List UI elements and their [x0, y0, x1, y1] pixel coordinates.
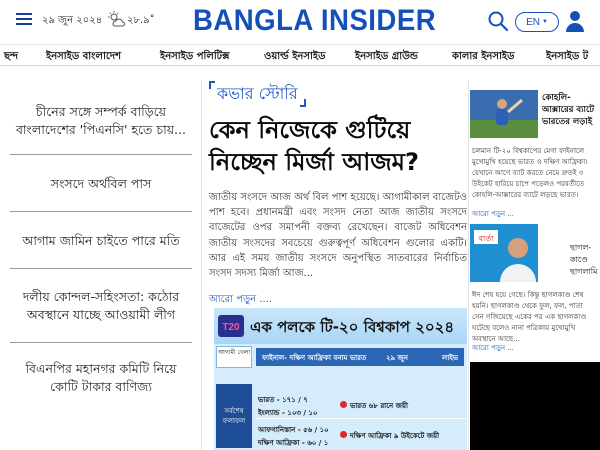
nav-item-ground[interactable]: ইনসাইড গ্রাউন্ড: [355, 51, 418, 62]
headline-link[interactable]: দলীয় কোন্দল-সহিংসতা: কঠোর অবস্থানে যাচ্ছে আওয়ামী লীগ: [22, 289, 180, 322]
divider: [10, 154, 192, 155]
kohli-cricket-photo[interactable]: [470, 90, 538, 138]
cricket-player-image: [470, 90, 538, 138]
read-more-link[interactable]: আরো পড়ুন ...: [472, 210, 514, 218]
divider: [10, 342, 192, 343]
t20-worldcup-logo: [216, 311, 246, 341]
column-author-photo[interactable]: [470, 224, 538, 282]
final-match-text: ফাইনাল- দক্ষিণ আফ্রিকা বনাম ভারত: [262, 354, 367, 362]
headline-link[interactable]: আগাম জামিন চাইতে পারে মতি: [22, 233, 180, 248]
right-sidebar: [470, 66, 600, 450]
svg-text:বার্তা: বার্তা: [478, 234, 494, 243]
upcoming-match-row: [214, 346, 467, 368]
nav-item-politics[interactable]: ইনসাইড পলিটিক্স: [160, 51, 230, 62]
site-logo[interactable]: BANGLA INSIDER: [193, 4, 437, 37]
final-match-date: ২৯ জুন: [386, 354, 408, 362]
divider: [10, 211, 192, 212]
nav-item-world[interactable]: ওয়ার্ল্ড ইনসাইড: [264, 51, 326, 62]
headline-link[interactable]: চীনের সঙ্গে সম্পর্ক বাড়িয়ে বাংলাদেশের 'পিএনসি' হতে চায়...: [15, 104, 187, 137]
recent-results-label: সর্বশেষ ফলাফল: [216, 384, 252, 448]
match-result: ভারত ৬৮ রানে জয়ী: [350, 402, 409, 410]
result-dot-icon: [340, 431, 347, 438]
nav-item-color[interactable]: কালার ইনসাইড: [452, 51, 515, 62]
cover-story: [203, 66, 468, 450]
divider: [10, 268, 192, 269]
cover-story-tag-label: কভার স্টোরি: [217, 84, 298, 103]
read-more-link[interactable]: আরো পড়ুন ....: [209, 294, 273, 305]
column-divider: [468, 80, 469, 450]
left-headline-list: [0, 66, 200, 450]
score-line: ভারত - ১৭১ / ৭: [258, 396, 308, 404]
header-temperature: ২৮.৯˚: [127, 15, 155, 26]
site-header: [0, 0, 600, 44]
cover-story-title[interactable]: কেন নিজেকে গুটিয়ে নিচ্ছেন মির্জা আজম?: [209, 116, 419, 176]
side-story-body: ঈদ শেষ হয়ে গেছে। কিন্তু ছাগলকাণ্ড শেষ হয়নি। ছাগলকাণ্ড থেকে ফুল, ফল, পাতা সেন গজিয়েছে একের পর এক ছাগলকাণ্ড ঘটেছে বলেও নানা পত্রিকায় মুখোমুখি অবস্থানে আছে...: [472, 291, 587, 343]
nav-item-bangladesh[interactable]: ইনসাইড বাংলাদেশ: [46, 51, 122, 62]
result-dot-icon: [340, 401, 347, 408]
search-icon[interactable]: [487, 10, 509, 32]
column-divider: [201, 80, 202, 450]
cover-story-tag: [209, 81, 306, 107]
language-switch-button[interactable]: [515, 12, 559, 32]
chevron-down-icon: ▼: [541, 19, 548, 25]
headline-link[interactable]: বিএনপির মহানগর কমিটি নিয়ে কোটি টাকার বাণিজ্য: [25, 361, 177, 394]
side-story-title[interactable]: কোহলি-আক্সারের ব্যাটে ভারতের লড়াই: [542, 93, 595, 127]
side-story-title[interactable]: ছাগল-কাণ্ডে ছাগলামি: [570, 243, 598, 276]
side-story-body: চলমান টি-২০ বিশ্বকাপের মেগা ফাইনালে মুখোমুখি হয়েছে ভারত ও দক্ষিণ আফ্রিকা। যেখানে আগে ব্যাট করতে নেমে দ্রুতই ৩ উইকেট হারিয়ে চাপে পড়েলও পরবর্তীতে কোহলি-আক্সারের ব্যাটে লড়ছে ভারত।: [472, 147, 588, 199]
user-icon[interactable]: [566, 10, 584, 32]
hamburger-menu-icon[interactable]: [16, 13, 32, 27]
svg-text:T20: T20: [222, 322, 240, 333]
cover-story-body: জাতীয় সংসদে আজ অর্থ বিল পাশ হয়েছে। আগামীকাল বাজেটও পাশ হবে। প্রধানমন্ত্রী এবং সংসদ নেতা আজ জাতীয় সংসদে বাজেটের ওপর সমাপনী বক্তব্য রেখেছেন। বাজেট অধিবেশন জাতীয় সংসদের সবচেয়ে গুরুত্বপূর্ণ অধিবেশন গুলোর একটি। আর এই সময় জাতীয় সংসদে অনুপস্থিত সাতবারের নির্বাচিত সংসদ সদস্য মির্জা আজ...: [209, 192, 467, 280]
result-separator: [256, 418, 466, 419]
match-result: দক্ষিণ আফ্রিকা ৯ উইকেটে জয়ী: [350, 432, 440, 440]
partly-cloudy-icon: [107, 10, 125, 28]
video-player[interactable]: [470, 362, 600, 450]
banner-title: এক পলকে টি-২০ বিশ্বকাপ ২০২৪: [250, 318, 455, 336]
upcoming-match-label: আগামী খেলা: [216, 346, 252, 368]
author-portrait-image: [470, 224, 538, 282]
score-line: দক্ষিণ আফ্রিকা - ৬০ / ১: [258, 439, 329, 447]
score-line: ইংল্যান্ড - ১০৩ / ১০: [258, 409, 318, 417]
main-nav: [0, 44, 600, 66]
language-label: EN: [526, 16, 540, 28]
headline-link[interactable]: সংসদে অর্থবিল পাস: [50, 176, 152, 191]
nav-item-more[interactable]: ইনসাইড ট: [546, 51, 589, 62]
header-date: ২৯ জুন ২০২৪: [42, 15, 103, 26]
read-more-link[interactable]: আরো পড়ুন ...: [472, 344, 514, 352]
banner-header: [214, 308, 467, 344]
t20-worldcup-banner[interactable]: [214, 308, 467, 450]
nav-item-chondo[interactable]: ছন্দ: [4, 51, 19, 62]
score-line: আফগানিস্তান - ৫৬ / ১০: [258, 426, 329, 434]
live-label: লাইভ: [442, 354, 459, 362]
